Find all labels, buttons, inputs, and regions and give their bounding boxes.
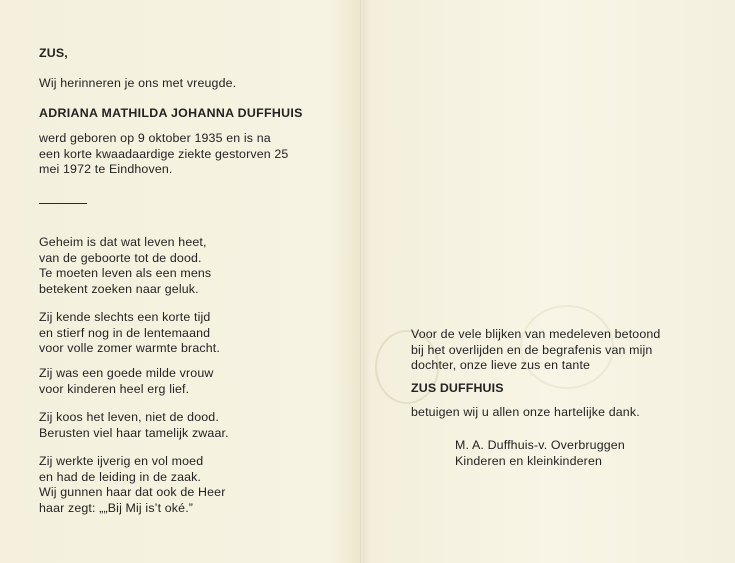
signature-block [455, 438, 625, 469]
bio-text [39, 131, 288, 178]
poem-line: Zij kende slechts een korte tijd [39, 310, 211, 324]
bio-line: een korte kwaadaardige ziekte gestorven 25 [39, 146, 289, 161]
bio-line: werd geboren op 9 oktober 1935 en is na [39, 131, 271, 145]
bio-line: mei 1972 te Eindhoven. [39, 162, 173, 176]
poem-line: Te moeten leven als een mens [39, 266, 212, 280]
poem-stanza [39, 410, 229, 441]
divider [39, 203, 87, 204]
poem-line: voor volle zomer warmte bracht. [39, 341, 220, 355]
poem-line: Zij was een goede milde vrouw [39, 366, 214, 380]
signature-line: M. A. Duffhuis-v. Overbruggen [455, 438, 625, 452]
intro-line: Wij herinneren je ons met vreugde. [39, 76, 237, 90]
poem-stanza [39, 366, 213, 397]
poem-line: van de geboorte tot de dood. [39, 250, 202, 265]
poem-line: Wij gunnen haar dat ook de Heer [39, 485, 226, 499]
poem-line: haar zegt: „„Bij Mij is’t oké.” [39, 500, 194, 515]
fold-line [360, 0, 364, 563]
poem-line: Zij werkte ijverig en vol moed [39, 454, 204, 468]
deceased-name: ADRIANA MATHILDA JOHANNA DUFFHUIS [39, 106, 303, 120]
poem-line: en stierf nog in de lentemaand [39, 325, 211, 340]
signature-line: Kinderen en kleinkinderen [455, 453, 603, 468]
deceased-short-name: ZUS DUFFHUIS [411, 381, 504, 395]
poem-stanza [39, 235, 211, 297]
thanks-line: bij het overlijden en de begrafenis van mijn [411, 342, 653, 357]
poem-stanza [39, 454, 226, 516]
poem-line: Berusten viel haar tamelijk zwaar. [39, 425, 229, 440]
poem-line: voor kinderen heel erg lief. [39, 381, 190, 396]
closing-line: betuigen wij u allen onze hartelijke dank. [411, 405, 640, 419]
thanks-text [411, 327, 660, 374]
thanks-line: Voor de vele blijken van medeleven betoond [411, 327, 661, 341]
thanks-line: dochter, onze lieve zus en tante [411, 358, 591, 372]
poem-line: Zij koos het leven, niet de dood. [39, 410, 219, 424]
poem-line: betekent zoeken naar geluk. [39, 281, 199, 296]
poem-line: Geheim is dat wat leven heet, [39, 235, 207, 249]
poem-line: en had de leiding in de zaak. [39, 469, 202, 484]
poem-stanza [39, 310, 220, 357]
heading: ZUS, [39, 46, 68, 60]
